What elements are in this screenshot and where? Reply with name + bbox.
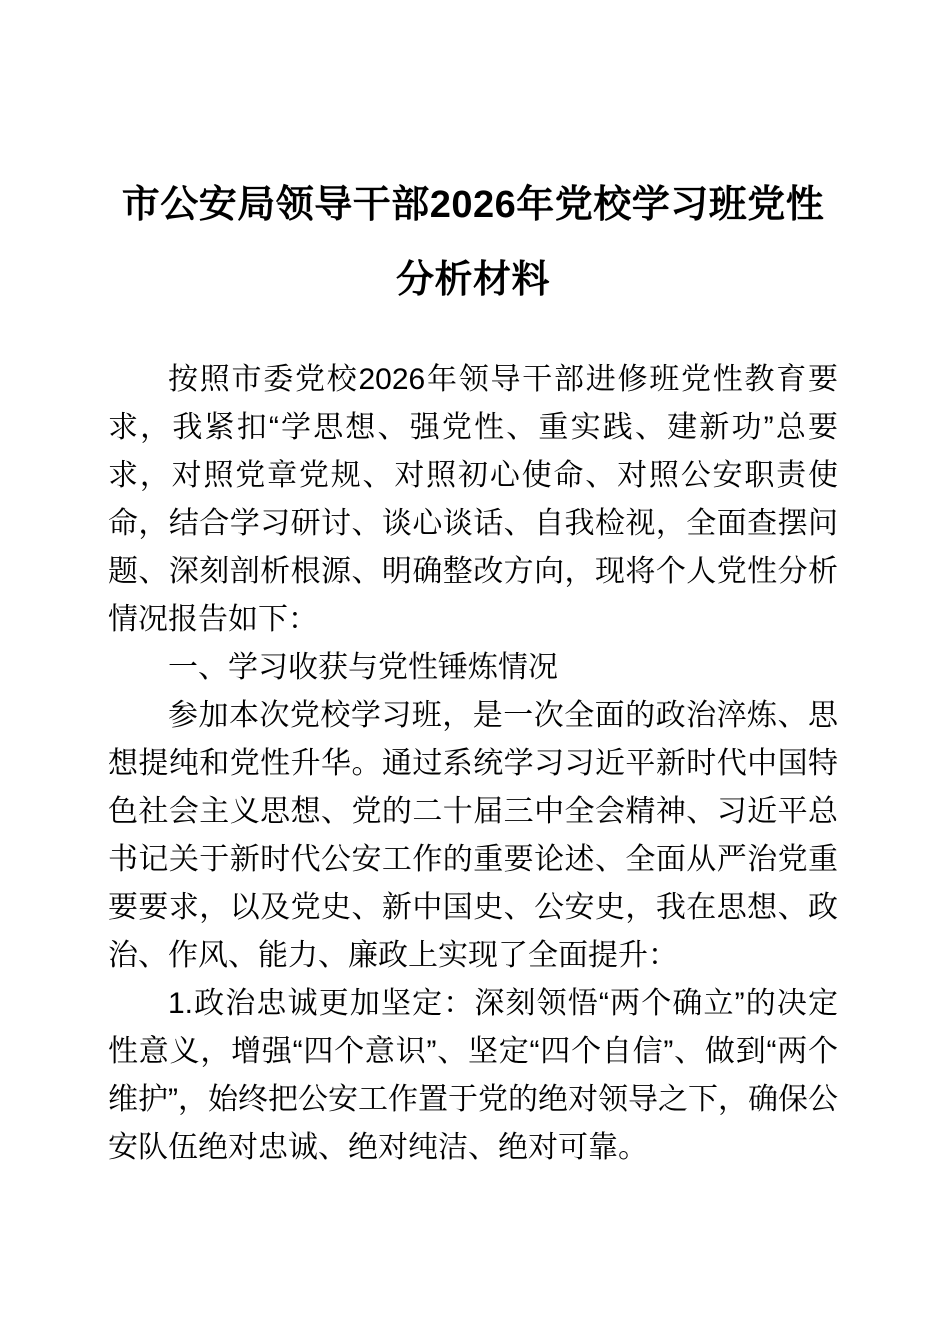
- paragraph-section-one-body: 参加本次党校学习班，是一次全面的政治淬炼、思想提纯和党性升华。通过系统学习习近平新时代中国特色社会主义思想、党的二十届三中全会精神、习近平总书记关于新时代公安工作的重要论述、全面从严治党重要要求，以及党史、新中国史、公安史，我在思想、政治、作风、能力、廉政上实现了全面提升：: [108, 699, 838, 972]
- page-title: [108, 168, 838, 318]
- document-content: [108, 168, 838, 1172]
- paragraph-item-1: 1.政治忠诚更加坚定：深刻领悟“两个确立”的决定性意义，增强“四个意识”、坚定“四个自信”、做到“两个维护”，始终把公安工作置于党的绝对领导之下，确保公安队伍绝对忠诚、绝对纯洁、绝对可靠。: [108, 987, 838, 1164]
- section-heading-one: 一、学习收获与党性锤炼情况: [168, 651, 558, 684]
- page-title-line-1: 市公安局领导干部2026年党校学习班党性: [121, 184, 825, 226]
- page-title-line-2: 分析材料: [395, 259, 550, 301]
- paragraph-intro: 按照市委党校2026年领导干部进修班党性教育要求，我紧扣“学思想、强党性、重实践、建新功”总要求，对照党章党规、对照初心使命、对照公安职责使命，结合学习研讨、谈心谈话、自我检视，全面查摆问题、深刻剖析根源、明确整改方向，现将个人党性分析情况报告如下：: [108, 363, 838, 636]
